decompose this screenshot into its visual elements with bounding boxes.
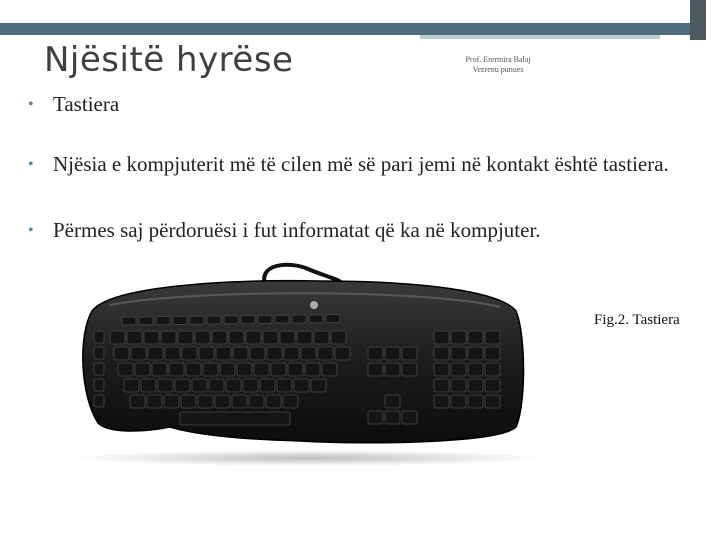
key [127, 331, 142, 344]
key [385, 347, 400, 360]
key [110, 331, 125, 344]
key [216, 347, 231, 360]
key [192, 379, 207, 392]
key [220, 363, 235, 376]
keyboard-body [83, 281, 524, 443]
key [485, 331, 500, 344]
keyboard-illustration [70, 255, 590, 475]
key [122, 317, 136, 325]
key [326, 315, 340, 323]
key [195, 331, 210, 344]
key [451, 331, 466, 344]
key [144, 331, 159, 344]
key [385, 363, 400, 376]
author-line-1: Prof. Erermira Balaj [465, 55, 531, 64]
key [331, 331, 346, 344]
key [94, 379, 104, 391]
bullet-item [28, 153, 708, 176]
key [243, 379, 258, 392]
key [212, 331, 227, 344]
key [385, 395, 400, 408]
key [180, 412, 290, 425]
key [190, 316, 204, 324]
key [292, 315, 306, 323]
key [229, 331, 244, 344]
key [169, 363, 184, 376]
key [147, 395, 162, 408]
key [94, 363, 104, 375]
key [318, 347, 333, 360]
bullet-item [28, 93, 328, 116]
key [284, 347, 299, 360]
key [468, 363, 483, 376]
key [237, 363, 252, 376]
key [368, 411, 383, 424]
bullet-text: Përmes saj përdoruësi i fut informatat që ka në kompjuter. [53, 218, 541, 242]
key [158, 379, 173, 392]
key [485, 347, 500, 360]
key [451, 379, 466, 392]
key [402, 363, 417, 376]
key [266, 395, 281, 408]
slide-title: Njësitë hyrëse [44, 40, 294, 80]
key [249, 395, 264, 408]
key [288, 363, 303, 376]
key [260, 379, 275, 392]
key [198, 395, 213, 408]
key [199, 347, 214, 360]
key [335, 347, 350, 360]
key [277, 379, 292, 392]
bullet-marker: • [28, 96, 34, 113]
key [468, 379, 483, 392]
author-note [443, 55, 553, 75]
key [263, 331, 278, 344]
key [280, 331, 295, 344]
key [178, 331, 193, 344]
key [141, 379, 156, 392]
key [294, 379, 309, 392]
author-line-2: Vezrenu punues [472, 65, 524, 74]
key [468, 395, 483, 408]
key [246, 331, 261, 344]
key [148, 347, 163, 360]
key [130, 395, 145, 408]
key [94, 347, 104, 359]
key [131, 347, 146, 360]
key [164, 395, 179, 408]
key [468, 331, 483, 344]
key [434, 331, 449, 344]
key [241, 316, 255, 324]
key [233, 347, 248, 360]
logitech-logo-icon [310, 301, 318, 309]
key [451, 395, 466, 408]
key [250, 347, 265, 360]
key [203, 363, 218, 376]
key [368, 363, 383, 376]
bullet-text: Tastiera [53, 92, 120, 116]
key [124, 379, 139, 392]
key [309, 315, 323, 323]
key [209, 379, 224, 392]
key [254, 363, 269, 376]
bullet-marker: • [28, 222, 34, 239]
key [232, 395, 247, 408]
key [301, 347, 316, 360]
key [283, 395, 298, 408]
key [156, 317, 170, 325]
key [94, 395, 104, 407]
key [451, 363, 466, 376]
key [267, 347, 282, 360]
key [118, 363, 133, 376]
key [114, 347, 129, 360]
header-corner-block [690, 0, 706, 40]
key [152, 363, 167, 376]
key [135, 363, 150, 376]
key [182, 347, 197, 360]
key [258, 315, 272, 323]
key [161, 331, 176, 344]
header-accent-bar [420, 35, 660, 39]
key [224, 316, 238, 324]
key [207, 316, 221, 324]
key [305, 363, 320, 376]
key [485, 395, 500, 408]
key [173, 316, 187, 324]
bullet-marker: • [28, 156, 34, 173]
key [297, 331, 312, 344]
key [485, 363, 500, 376]
bullet-text: Njësia e kompjuterit më të cilen më së pari jemi në kontakt është tastiera. [53, 152, 669, 176]
key [451, 347, 466, 360]
key [485, 379, 500, 392]
key [275, 315, 289, 323]
bullet-item [28, 219, 708, 242]
key [139, 317, 153, 325]
key [434, 395, 449, 408]
key [468, 347, 483, 360]
key [434, 379, 449, 392]
key [368, 347, 383, 360]
key [181, 395, 196, 408]
key [94, 331, 104, 343]
keyboard-shadow [73, 450, 543, 466]
keyboard-image [70, 255, 590, 475]
key [215, 395, 230, 408]
key [186, 363, 201, 376]
figure-caption: Fig.2. Tastiera [594, 312, 680, 328]
key [226, 379, 241, 392]
key [271, 363, 286, 376]
key [165, 347, 180, 360]
key [402, 347, 417, 360]
key [434, 363, 449, 376]
key [314, 331, 329, 344]
header-bar [0, 23, 706, 35]
key [402, 411, 417, 424]
key [434, 347, 449, 360]
key [322, 363, 337, 376]
key [385, 411, 400, 424]
key [311, 379, 326, 392]
key [175, 379, 190, 392]
